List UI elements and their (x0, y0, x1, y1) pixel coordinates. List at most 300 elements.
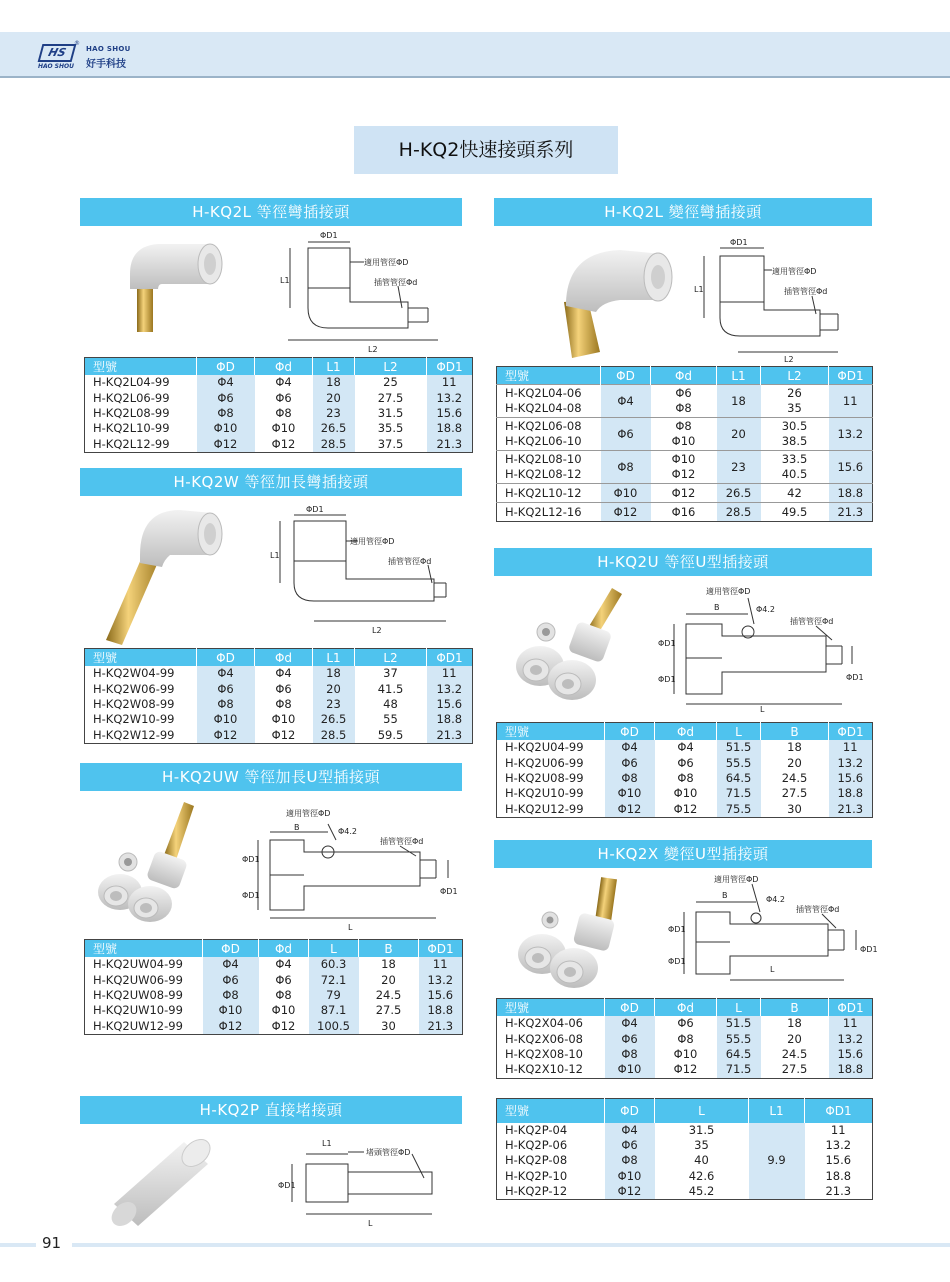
cell: Φ8 (677, 770, 694, 785)
dim-phid1-bottom: ΦD1 (658, 675, 676, 684)
cell: 79 (309, 988, 359, 1003)
col-header: B (359, 940, 419, 958)
dim-l: L (770, 965, 775, 974)
cell: 21.3 (427, 728, 473, 744)
cell: Φ4 (601, 385, 651, 418)
cell: 15.6 (829, 1047, 873, 1062)
cell: Φ12 (673, 801, 698, 816)
cell: Φ10 (197, 712, 255, 727)
table-row (497, 1138, 873, 1153)
cell: Φ8 (203, 988, 259, 1003)
cell: Φ8 (275, 696, 292, 711)
col-header: L2 (355, 649, 427, 667)
cell: Φ6 (275, 390, 292, 405)
dim-phid1-bottom: ΦD1 (668, 957, 686, 966)
dim-phid1: ΦD1 (730, 238, 748, 247)
cell (497, 451, 601, 484)
dim-phi42: Φ4.2 (338, 827, 358, 836)
cell: 21.3 (825, 1184, 852, 1199)
cell: 49.5 (761, 503, 829, 522)
cell: H-KQ2W04-99 (93, 666, 175, 681)
col-header: Φd (255, 358, 313, 376)
cell: 11 (829, 385, 873, 418)
cell: 18 (787, 740, 802, 755)
cell: 11 (427, 666, 473, 681)
cell: Φ10 (605, 786, 655, 801)
d-line: Φ8 (675, 419, 692, 433)
cell: 20 (717, 418, 761, 451)
table-row (85, 406, 473, 421)
table-row (497, 385, 873, 418)
dim-b: B (722, 891, 728, 900)
cell: H-KQ2P-12 (505, 1184, 568, 1199)
cell: Φ4 (605, 1123, 655, 1138)
dim-l: L (348, 923, 353, 932)
cell: Φ4 (203, 957, 259, 972)
cell: 31.5 (377, 405, 404, 420)
cell: H-KQ2P-10 (505, 1168, 568, 1183)
table-row (85, 728, 473, 744)
long-elbow-fitting-photo (100, 505, 250, 645)
kq2u-drawing (656, 582, 870, 714)
cell: Φ8 (601, 451, 651, 484)
dim-tube-d: 適用管徑ΦD (364, 258, 409, 267)
cell: Φ6 (197, 390, 255, 405)
cell: 42 (761, 484, 829, 503)
cell: Φ10 (673, 786, 698, 801)
cell: H-KQ2L10-12 (497, 484, 601, 503)
cell: 26.5 (717, 484, 761, 503)
cell: H-KQ2P-08 (505, 1153, 568, 1168)
cell: 24.5 (781, 770, 808, 785)
cell: 28.5 (313, 728, 355, 744)
dim-phid1: ΦD1 (306, 505, 324, 514)
cell: 18.8 (825, 1168, 852, 1183)
col-header: ΦD1 (805, 1099, 873, 1123)
cell: H-KQ2W10-99 (93, 712, 175, 727)
table-header-row (497, 999, 873, 1017)
kq2p-drawing (276, 1132, 456, 1232)
cell: 26.5 (313, 421, 355, 436)
cell: H-KQ2U04-99 (505, 740, 584, 755)
col-header: Φd (651, 367, 717, 385)
dim-tube-d: 適用管徑ΦD (714, 875, 759, 884)
cell: Φ12 (197, 437, 255, 453)
cell: 30 (381, 1018, 396, 1033)
table-header-row (497, 723, 873, 741)
d-line: Φ10 (671, 434, 696, 448)
cell: Φ8 (677, 1031, 694, 1046)
cell: H-KQ2L08-99 (93, 405, 170, 420)
cell: 20 (313, 681, 355, 696)
cell: 23 (313, 697, 355, 712)
cell: 35 (694, 1138, 709, 1153)
table-row (497, 1169, 873, 1184)
cell: Φ8 (605, 1153, 655, 1168)
dim-plug-d: 插管管徑Φd (380, 837, 424, 846)
dim-plug-d: 插管管徑Φd (784, 287, 828, 296)
cell: H-KQ2U12-99 (505, 801, 584, 816)
cell: Φ10 (271, 421, 296, 436)
col-header: Φd (259, 940, 309, 958)
footer-line-right (72, 1243, 950, 1247)
col-header: ΦD (601, 367, 651, 385)
cell: Φ6 (605, 1031, 655, 1046)
cell: 11 (830, 1122, 846, 1137)
dim-tube-d: 適用管徑ΦD (350, 537, 395, 546)
cell: Φ16 (651, 503, 717, 522)
dim-l2: L2 (372, 626, 382, 635)
col-header: 型號 (497, 1099, 605, 1123)
cell: Φ10 (197, 421, 255, 436)
section-title-kq2u: H-KQ2U 等徑U型插接頭 (494, 548, 872, 576)
cell: Φ6 (275, 972, 292, 987)
brand-english: HAO SHOU (86, 45, 131, 53)
section-title-kq2uw: H-KQ2UW 等徑加長U型插接頭 (80, 763, 462, 791)
cell: Φ10 (271, 1003, 296, 1018)
d-line: Φ8 (675, 401, 692, 415)
kq2x-drawing (666, 872, 878, 990)
cell: 51.5 (717, 1016, 761, 1031)
cell: H-KQ2L12-99 (93, 436, 170, 451)
u-fitting-long-photo (98, 800, 238, 930)
section-title-kq2l-equal: H-KQ2L 等徑彎插接頭 (80, 198, 462, 226)
cell: H-KQ2U08-99 (505, 770, 584, 785)
table-row (497, 802, 873, 818)
kq2u-table (496, 722, 873, 818)
dim-l: L (368, 1219, 373, 1228)
cell: H-KQ2U06-99 (505, 755, 584, 770)
cell: 18 (717, 385, 761, 418)
dim-phid1-top: ΦD1 (242, 855, 260, 864)
dim-phid1-top: ΦD1 (658, 639, 676, 648)
table-row (497, 1062, 873, 1078)
table-row (497, 755, 873, 770)
cell: Φ12 (271, 1018, 296, 1033)
dim-phid1: ΦD1 (320, 231, 338, 240)
cell (651, 451, 717, 484)
cell: 15.6 (427, 697, 473, 712)
kq2uw-table (84, 939, 463, 1035)
cell: 71.5 (717, 786, 761, 801)
page-number: 91 (42, 1234, 62, 1252)
cell: 60.3 (309, 957, 359, 972)
cell: H-KQ2U10-99 (505, 786, 584, 801)
plug-fitting-photo (104, 1134, 234, 1224)
cell: H-KQ2X04-06 (505, 1016, 584, 1031)
cell: Φ6 (601, 418, 651, 451)
col-header: L (717, 723, 761, 741)
dim-phid1-top: ΦD1 (668, 925, 686, 934)
dim-b: B (294, 823, 300, 832)
table-row (497, 786, 873, 801)
cell: 23 (313, 406, 355, 421)
cell: 18 (313, 666, 355, 681)
table-row (85, 972, 463, 987)
cell: Φ8 (197, 406, 255, 421)
cell: 24.5 (781, 1046, 808, 1061)
col-header: ΦD (605, 1099, 655, 1123)
cell: H-KQ2W12-99 (93, 727, 175, 742)
cell: 20 (787, 1031, 802, 1046)
cell: H-KQ2P-06 (505, 1138, 568, 1153)
cell: 28.5 (313, 437, 355, 453)
cell: 51.5 (717, 740, 761, 755)
kq2w-table (84, 648, 473, 744)
col-header: B (761, 999, 829, 1017)
d-line: Φ6 (675, 386, 692, 400)
table-row (85, 375, 473, 390)
dim-phid1-right: ΦD1 (860, 945, 878, 954)
page-title: H-KQ2快速接頭系列 (354, 126, 618, 174)
cell: 18 (381, 957, 396, 972)
cell: Φ10 (271, 712, 296, 727)
brand-logo (38, 40, 138, 70)
cell: 18.8 (419, 1003, 463, 1018)
cell: Φ12 (605, 1184, 655, 1200)
col-header: ΦD1 (419, 940, 463, 958)
cell: 20 (381, 972, 396, 987)
cell: Φ12 (601, 503, 651, 522)
cell: H-KQ2P-04 (505, 1122, 568, 1137)
dim-plug-d: 插管管徑Φd (790, 617, 834, 626)
kq2w-drawing (268, 503, 468, 639)
header-band (0, 32, 950, 78)
cell: 15.6 (825, 1153, 852, 1168)
col-header: L1 (749, 1099, 805, 1123)
cell: 13.2 (829, 755, 873, 770)
cell: Φ10 (673, 1046, 698, 1061)
cell: 15.6 (419, 988, 463, 1003)
kq2p-table (496, 1098, 873, 1200)
table-row (497, 740, 873, 755)
table-row (497, 1016, 873, 1031)
table-header-row (497, 1099, 873, 1123)
table-row (85, 957, 463, 972)
cell: 18.8 (427, 712, 473, 727)
cell: 15.6 (829, 771, 873, 786)
col-header: L1 (313, 358, 355, 376)
cell: Φ8 (275, 987, 292, 1002)
table-row (85, 437, 473, 453)
table-row (497, 1031, 873, 1046)
cell: H-KQ2L04-99 (93, 375, 170, 390)
table-row (497, 771, 873, 786)
col-header: L (717, 999, 761, 1017)
cell: 87.1 (309, 1003, 359, 1018)
cell: 18 (787, 1016, 802, 1031)
cell: 30 (787, 801, 802, 816)
col-header: L (309, 940, 359, 958)
table-row (497, 418, 873, 451)
model-line: H-KQ2L04-06 (505, 386, 582, 400)
table-row (85, 390, 473, 405)
table-row (497, 1047, 873, 1062)
cell: 18.8 (829, 1062, 873, 1078)
cell: 37.5 (377, 436, 404, 451)
cell: H-KQ2L10-99 (93, 421, 170, 436)
table-row (85, 697, 473, 712)
cell: 100.5 (309, 1019, 359, 1035)
col-header: Φd (255, 649, 313, 667)
col-header: ΦD1 (829, 999, 873, 1017)
dim-l2: L2 (784, 355, 794, 364)
cell: Φ6 (203, 972, 259, 987)
cell: 13.2 (427, 681, 473, 696)
cell: H-KQ2X06-08 (505, 1031, 584, 1046)
dim-plug-d: 插管管徑Φd (388, 557, 432, 566)
cell: 72.1 (309, 972, 359, 987)
cell: H-KQ2X08-10 (505, 1046, 584, 1061)
cell: 48 (383, 696, 398, 711)
col-header: B (761, 723, 829, 741)
dim-b: B (714, 603, 720, 612)
reducing-u-fitting-photo (516, 876, 656, 994)
dim-plug-d: 插管管徑Φd (374, 278, 418, 287)
table-header-row (85, 940, 463, 958)
table-header-row (85, 358, 473, 376)
dim-phid1-right: ΦD1 (440, 887, 458, 896)
cell: Φ12 (651, 484, 717, 503)
col-header: 型號 (497, 999, 605, 1017)
table-row (497, 1153, 873, 1168)
cell: 11 (829, 740, 873, 755)
cell (497, 418, 601, 451)
section-title-kq2l-variable: H-KQ2L 變徑彎插接頭 (494, 198, 872, 226)
cell: 11 (427, 375, 473, 390)
cell: 25 (383, 375, 398, 390)
cell: 45.2 (688, 1184, 715, 1199)
table-row (85, 712, 473, 727)
dim-l1: L1 (280, 276, 290, 285)
kq2l-variable-drawing (690, 232, 870, 366)
cell: 27.5 (377, 390, 404, 405)
elbow-fitting-photo (100, 234, 250, 334)
cell: H-KQ2UW12-99 (93, 1018, 183, 1033)
kq2l-variable-table (496, 366, 873, 522)
cell: Φ10 (203, 1003, 259, 1018)
dim-tube-d: 適用管徑ΦD (286, 809, 331, 818)
col-header: L (655, 1099, 749, 1123)
cell: 24.5 (375, 987, 402, 1002)
table-row (497, 484, 873, 503)
cell: 55.5 (717, 1031, 761, 1046)
cell: Φ8 (605, 771, 655, 786)
l2-line: 30.5 (781, 419, 808, 433)
cell: 35.5 (377, 421, 404, 436)
dim-tube-d: 適用管徑ΦD (706, 587, 751, 596)
dim-phid1-right: ΦD1 (846, 673, 864, 682)
table-row (85, 1019, 463, 1035)
cell (761, 451, 829, 484)
col-header: ΦD (605, 723, 655, 741)
kq2l-equal-table (84, 357, 473, 453)
cell: Φ6 (197, 681, 255, 696)
col-header: ΦD1 (829, 367, 873, 385)
col-header: ΦD1 (427, 649, 473, 667)
cell: Φ8 (197, 697, 255, 712)
cell: 59.5 (377, 727, 404, 742)
cell: 18.8 (829, 786, 873, 801)
cell-l1-merged: 9.9 (749, 1123, 805, 1200)
col-header: Φd (655, 723, 717, 741)
footer-line-left (0, 1243, 36, 1247)
cell: Φ4 (197, 666, 255, 681)
table-row (85, 421, 473, 436)
cell (497, 385, 601, 418)
cell: 64.5 (717, 1047, 761, 1062)
section-title-kq2w: H-KQ2W 等徑加長彎插接頭 (80, 468, 462, 496)
dim-l2: L2 (368, 345, 378, 354)
table-row (85, 666, 473, 681)
table-header-row (497, 367, 873, 385)
col-header: 型號 (85, 940, 203, 958)
cell: 55 (383, 712, 398, 727)
d-line: Φ10 (671, 452, 696, 466)
cell: 75.5 (717, 802, 761, 818)
dim-phi42: Φ4.2 (756, 605, 776, 614)
cell: 42.6 (688, 1168, 715, 1183)
cell: Φ10 (601, 484, 651, 503)
cell: 71.5 (717, 1062, 761, 1078)
col-header: L2 (761, 367, 829, 385)
cell: Φ4 (197, 375, 255, 390)
cell: 21.3 (829, 503, 873, 522)
col-header: ΦD (197, 358, 255, 376)
col-header: Φd (655, 999, 717, 1017)
cell: 11 (829, 1016, 873, 1031)
col-header: L1 (313, 649, 355, 667)
dim-phi42: Φ4.2 (766, 895, 786, 904)
cell: 40 (694, 1153, 709, 1168)
dim-blank-d: 堵頭管徑ΦD (366, 1148, 411, 1157)
cell: 27.5 (375, 1003, 402, 1018)
section-title-kq2x: H-KQ2X 變徑U型插接頭 (494, 840, 872, 868)
cell: 21.3 (427, 437, 473, 453)
cell: Φ4 (275, 957, 292, 972)
dim-l: L (760, 705, 765, 714)
cell: Φ4 (677, 740, 694, 755)
l2-line: 38.5 (781, 434, 808, 448)
cell: 37 (383, 666, 398, 681)
cell (761, 418, 829, 451)
cell: 13.2 (419, 972, 463, 987)
cell (651, 385, 717, 418)
cell: 20 (313, 390, 355, 405)
cell: 13.2 (829, 418, 873, 451)
model-line: H-KQ2L08-10 (505, 452, 582, 466)
col-header: 型號 (497, 367, 601, 385)
cell: 31.5 (688, 1122, 715, 1137)
model-line: H-KQ2L04-08 (505, 401, 582, 415)
logo-mark: HS (38, 44, 77, 62)
cell: H-KQ2L06-99 (93, 390, 170, 405)
dim-plug-d: 插管管徑Φd (796, 905, 840, 914)
col-header: L2 (355, 358, 427, 376)
kq2x-table (496, 998, 873, 1079)
cell: Φ6 (275, 681, 292, 696)
cell: 26.5 (313, 712, 355, 727)
cell: 15.6 (829, 451, 873, 484)
cell: 13.2 (825, 1138, 852, 1153)
col-header: L1 (717, 367, 761, 385)
registered-mark: ® (74, 40, 80, 47)
l2-line: 40.5 (781, 467, 808, 481)
cell: Φ12 (203, 1019, 259, 1035)
cell: 23 (717, 451, 761, 484)
col-header: 型號 (497, 723, 605, 741)
cell: Φ6 (605, 1138, 655, 1153)
